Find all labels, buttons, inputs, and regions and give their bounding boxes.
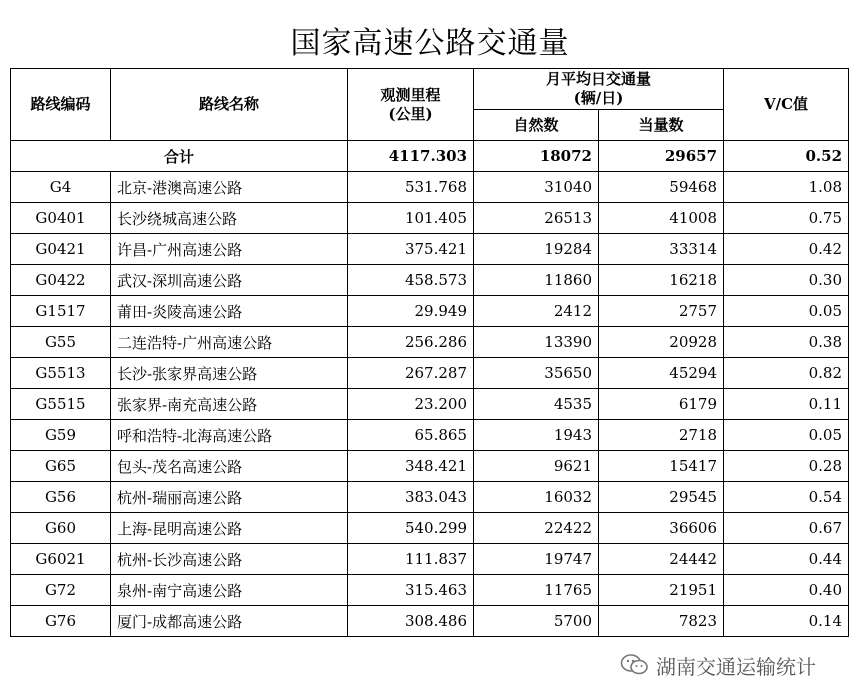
page-title: 国家高速公路交通量 xyxy=(290,26,570,61)
natural-count-cell: 19747 xyxy=(474,544,599,575)
route-code-cell: G59 xyxy=(11,420,111,451)
total-label: 合计 xyxy=(11,141,348,172)
natural-count-cell: 9621 xyxy=(474,451,599,482)
mileage-cell: 458.573 xyxy=(348,265,474,296)
table-row xyxy=(11,389,849,420)
route-name-cell: 长沙-张家界高速公路 xyxy=(111,358,348,389)
total-natural: 18072 xyxy=(474,141,599,172)
mileage-cell: 111.837 xyxy=(348,544,474,575)
mileage-cell: 308.486 xyxy=(348,606,474,637)
natural-count-cell: 4535 xyxy=(474,389,599,420)
route-name-cell: 北京-港澳高速公路 xyxy=(111,172,348,203)
natural-count-cell: 26513 xyxy=(474,203,599,234)
mileage-cell: 315.463 xyxy=(348,575,474,606)
natural-count-cell: 35650 xyxy=(474,358,599,389)
route-code-cell: G56 xyxy=(11,482,111,513)
route-name-cell: 许昌-广州高速公路 xyxy=(111,234,348,265)
vc-ratio-cell: 0.28 xyxy=(724,451,849,482)
equivalent-count-cell: 7823 xyxy=(599,606,724,637)
natural-count-cell: 1943 xyxy=(474,420,599,451)
vc-ratio-cell: 0.05 xyxy=(724,420,849,451)
equivalent-count-cell: 15417 xyxy=(599,451,724,482)
watermark xyxy=(620,650,850,680)
route-name-cell: 长沙绕城高速公路 xyxy=(111,203,348,234)
route-code-cell: G0401 xyxy=(11,203,111,234)
equivalent-count-cell: 36606 xyxy=(599,513,724,544)
wechat-icon xyxy=(620,653,650,677)
equivalent-count-cell: 45294 xyxy=(599,358,724,389)
route-code-cell: G4 xyxy=(11,172,111,203)
route-code-cell: G55 xyxy=(11,327,111,358)
equivalent-count-cell: 29545 xyxy=(599,482,724,513)
equivalent-count-cell: 33314 xyxy=(599,234,724,265)
route-name-cell: 上海-昆明高速公路 xyxy=(111,513,348,544)
route-code-cell: G0421 xyxy=(11,234,111,265)
table-row xyxy=(11,358,849,389)
vc-ratio-cell: 0.42 xyxy=(724,234,849,265)
vc-ratio-cell: 0.40 xyxy=(724,575,849,606)
natural-count-cell: 11860 xyxy=(474,265,599,296)
natural-count-cell: 5700 xyxy=(474,606,599,637)
vc-ratio-cell: 0.14 xyxy=(724,606,849,637)
vc-ratio-cell: 0.67 xyxy=(724,513,849,544)
route-code-cell: G72 xyxy=(11,575,111,606)
natural-count-cell: 11765 xyxy=(474,575,599,606)
vc-ratio-cell: 0.82 xyxy=(724,358,849,389)
header-mileage-label: 观测里程 xyxy=(380,85,441,104)
mileage-cell: 540.299 xyxy=(348,513,474,544)
mileage-cell: 267.287 xyxy=(348,358,474,389)
header-natural: 自然数 xyxy=(474,110,599,141)
vc-ratio-cell: 0.75 xyxy=(724,203,849,234)
route-name-cell: 张家界-南充高速公路 xyxy=(111,389,348,420)
natural-count-cell: 13390 xyxy=(474,327,599,358)
route-code-cell: G0422 xyxy=(11,265,111,296)
equivalent-count-cell: 2757 xyxy=(599,296,724,327)
table-row xyxy=(11,327,849,358)
route-name-cell: 二连浩特-广州高速公路 xyxy=(111,327,348,358)
total-vc: 0.52 xyxy=(724,141,849,172)
table-row xyxy=(11,172,849,203)
vc-ratio-cell: 0.30 xyxy=(724,265,849,296)
route-name-cell: 泉州-南宁高速公路 xyxy=(111,575,348,606)
table-row xyxy=(11,544,849,575)
vc-ratio-cell: 0.44 xyxy=(724,544,849,575)
header-equivalent: 当量数 xyxy=(599,110,724,141)
route-name-cell: 包头-茂名高速公路 xyxy=(111,451,348,482)
natural-count-cell: 19284 xyxy=(474,234,599,265)
vc-ratio-cell: 0.38 xyxy=(724,327,849,358)
total-row xyxy=(11,141,849,172)
mileage-cell: 375.421 xyxy=(348,234,474,265)
table-row xyxy=(11,265,849,296)
natural-count-cell: 16032 xyxy=(474,482,599,513)
route-code-cell: G60 xyxy=(11,513,111,544)
natural-count-cell: 2412 xyxy=(474,296,599,327)
table-row xyxy=(11,451,849,482)
vc-ratio-cell: 0.11 xyxy=(724,389,849,420)
vc-ratio-cell: 0.54 xyxy=(724,482,849,513)
route-code-cell: G6021 xyxy=(11,544,111,575)
route-code-cell: G76 xyxy=(11,606,111,637)
equivalent-count-cell: 16218 xyxy=(599,265,724,296)
total-equivalent: 29657 xyxy=(599,141,724,172)
mileage-cell: 23.200 xyxy=(348,389,474,420)
vc-ratio-cell: 1.08 xyxy=(724,172,849,203)
table-row xyxy=(11,234,849,265)
route-code-cell: G5515 xyxy=(11,389,111,420)
header-avg-daily-label: 月平均日交通量 xyxy=(546,70,652,88)
mileage-cell: 531.768 xyxy=(348,172,474,203)
mileage-cell: 29.949 xyxy=(348,296,474,327)
vc-ratio-cell: 0.05 xyxy=(724,296,849,327)
route-code-cell: G5513 xyxy=(11,358,111,389)
natural-count-cell: 31040 xyxy=(474,172,599,203)
table-row xyxy=(11,575,849,606)
route-name-cell: 杭州-长沙高速公路 xyxy=(111,544,348,575)
equivalent-count-cell: 24442 xyxy=(599,544,724,575)
route-code-cell: G1517 xyxy=(11,296,111,327)
table-row xyxy=(11,482,849,513)
table-row xyxy=(11,296,849,327)
mileage-cell: 101.405 xyxy=(348,203,474,234)
equivalent-count-cell: 2718 xyxy=(599,420,724,451)
route-name-cell: 呼和浩特-北海高速公路 xyxy=(111,420,348,451)
table-row xyxy=(11,606,849,637)
equivalent-count-cell: 41008 xyxy=(599,203,724,234)
header-mileage xyxy=(348,69,474,141)
header-route-name: 路线名称 xyxy=(111,69,348,141)
table-row xyxy=(11,203,849,234)
total-mileage: 4117.303 xyxy=(348,141,474,172)
route-name-cell: 武汉-深圳高速公路 xyxy=(111,265,348,296)
route-code-cell: G65 xyxy=(11,451,111,482)
watermark-text: 湖南交通运输统计 xyxy=(656,654,816,679)
equivalent-count-cell: 20928 xyxy=(599,327,724,358)
header-mileage-unit: (公里) xyxy=(388,104,433,123)
equivalent-count-cell: 59468 xyxy=(599,172,724,203)
route-name-cell: 莆田-炎陵高速公路 xyxy=(111,296,348,327)
header-avg-daily xyxy=(474,69,724,110)
header-vc: V/C值 xyxy=(724,69,849,141)
mileage-cell: 256.286 xyxy=(348,327,474,358)
traffic-table xyxy=(10,68,849,637)
table-row xyxy=(11,513,849,544)
header-route-code: 路线编码 xyxy=(11,69,111,141)
route-name-cell: 杭州-瑞丽高速公路 xyxy=(111,482,348,513)
route-name-cell: 厦门-成都高速公路 xyxy=(111,606,348,637)
header-avg-daily-unit: (辆/日) xyxy=(573,89,624,107)
mileage-cell: 383.043 xyxy=(348,482,474,513)
equivalent-count-cell: 21951 xyxy=(599,575,724,606)
natural-count-cell: 22422 xyxy=(474,513,599,544)
equivalent-count-cell: 6179 xyxy=(599,389,724,420)
table-row xyxy=(11,420,849,451)
mileage-cell: 65.865 xyxy=(348,420,474,451)
mileage-cell: 348.421 xyxy=(348,451,474,482)
